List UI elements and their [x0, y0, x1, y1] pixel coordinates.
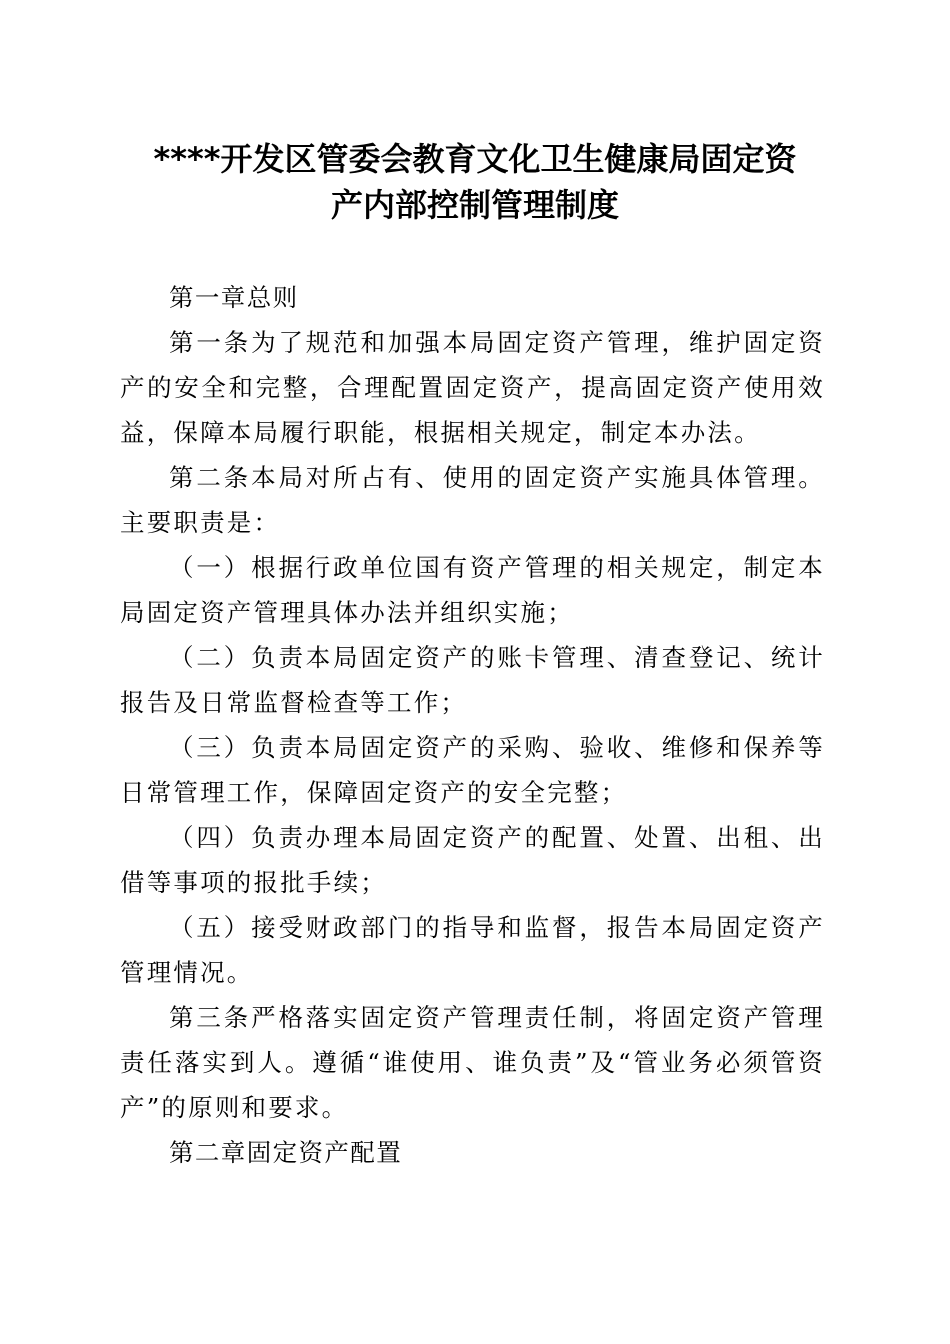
list-item-paragraph: （三）负责本局固定资产的采购、验收、维修和保养等日常管理工作，保障固定资产的安全完整； [120, 733, 825, 807]
list-item-paragraph: （五）接受财政部门的指导和监督，报告本局固定资产管理情况。 [120, 913, 825, 987]
chapter-heading: 第二章固定资产配置 [169, 1138, 403, 1167]
article-paragraph: 第三条严格落实固定资产管理责任制，将固定资产管理责任落实到人。遵循“谁使用、谁负责”及“管业务必须管资产”的原则和要求。 [120, 1003, 825, 1122]
list-item-paragraph: （二）负责本局固定资产的账卡管理、清查登记、统计报告及日常监督检查等工作； [120, 643, 825, 717]
document-title [100, 136, 850, 228]
document-body [120, 275, 825, 1175]
list-item-paragraph: （四）负责办理本局固定资产的配置、处置、出租、出借等事项的报批手续； [120, 823, 825, 897]
list-item-paragraph: （一）根据行政单位国有资产管理的相关规定，制定本局固定资产管理具体办法并组织实施； [120, 553, 825, 627]
chapter-heading: 第一章总则 [169, 283, 299, 312]
article-paragraph: 第二条本局对所占有、使用的固定资产实施具体管理。主要职责是： [120, 463, 825, 537]
title-line-2: 产内部控制管理制度 [330, 186, 619, 224]
title-line-1: ****开发区管委会教育文化卫生健康局固定资 [153, 140, 797, 178]
article-paragraph: 第一条为了规范和加强本局固定资产管理，维护固定资产的安全和完整，合理配置固定资产，提高固定资产使用效益，保障本局履行职能，根据相关规定，制定本办法。 [120, 328, 825, 447]
